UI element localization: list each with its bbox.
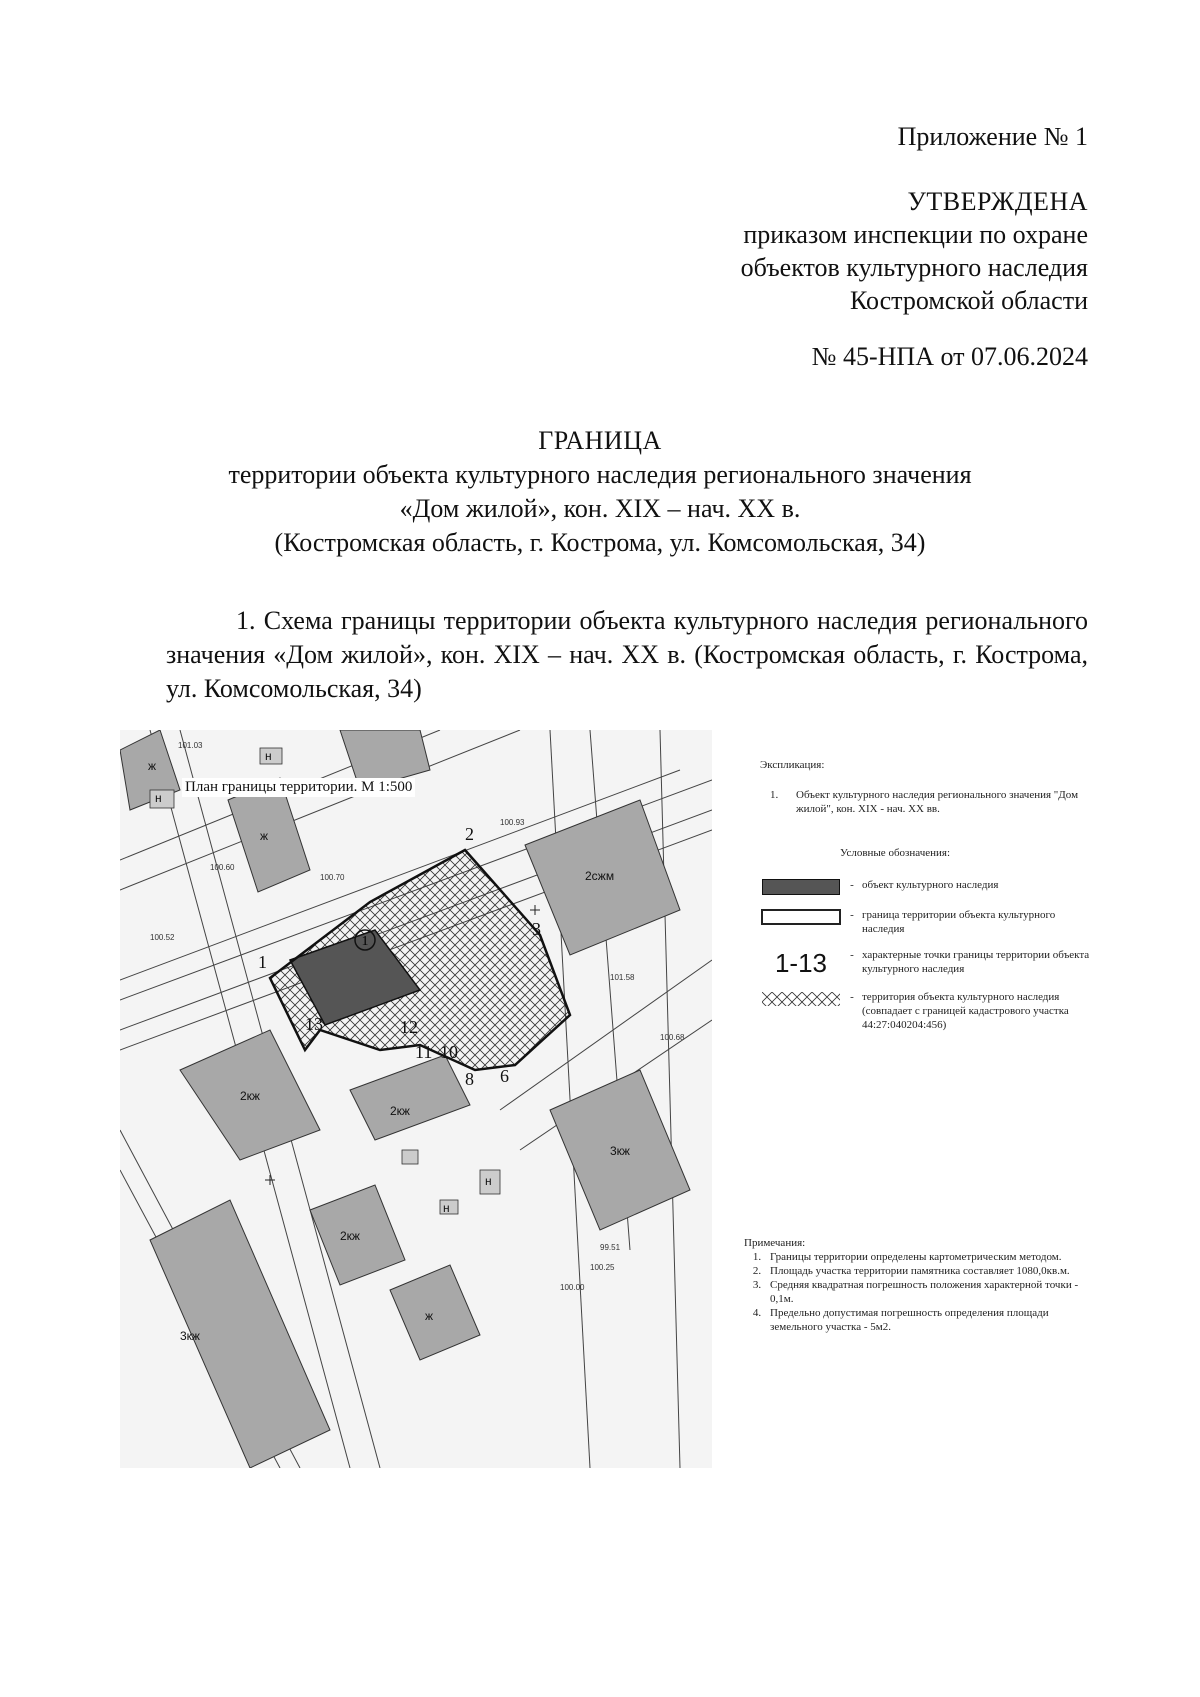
legend-row [760, 990, 1100, 1032]
point-label: 11 [415, 1042, 433, 1062]
building-label: н [265, 749, 272, 763]
point-label: 6 [500, 1066, 509, 1086]
elevation-mark: 100.00 [560, 1283, 585, 1292]
elevation-mark: 100.60 [210, 863, 235, 872]
point-label: 8 [465, 1069, 474, 1089]
point-label: 10 [440, 1042, 458, 1062]
note-num: 3. [752, 1279, 762, 1291]
approval-line: приказом инспекции по охране [743, 220, 1088, 249]
legend-dash: - [850, 949, 854, 961]
legend-text: характерные точки границы территории объекта культурного наследия [862, 949, 1090, 975]
building-label: ж [425, 1309, 434, 1323]
building-label: ж [148, 759, 157, 773]
note-text: Средняя квадратная погрешность положения характерной точки - 0,1м. [770, 1279, 1079, 1305]
title-main: ГРАНИЦА [538, 426, 662, 455]
points-range-label: 1-13 [774, 948, 828, 978]
legend-row [760, 948, 1100, 978]
point-label: 1 [258, 952, 267, 972]
building-label: 3кж [180, 1329, 200, 1343]
note-item [744, 1264, 1094, 1278]
section-heading: 1. Схема границы территории объекта культурного наследия регионального значения «Дом жилой», кон. XIX – нач. XX в. (Костромская область, г. Кострома, ул. Комсомольская, 34) [166, 606, 1088, 703]
hatch-icon [762, 992, 840, 1006]
elevation-mark: 100.70 [320, 873, 345, 882]
elevation-mark: 99.51 [600, 1243, 621, 1252]
point-label: 3 [532, 919, 541, 939]
building-label: 2кж [240, 1089, 260, 1103]
explication-num: 1. [770, 789, 779, 801]
title-line: территории объекта культурного наследия регионального значения [228, 460, 972, 489]
elevation-mark: 100.25 [590, 1263, 615, 1272]
legend-symbol [760, 878, 842, 896]
elevation-mark: 100.93 [500, 818, 525, 827]
point-label: 13 [305, 1014, 323, 1034]
building-label: 3кж [610, 1144, 630, 1158]
legend-text: граница территории объекта культурного наследия [862, 909, 1056, 935]
building-label: 2кж [340, 1229, 360, 1243]
boundary-map [120, 730, 712, 1468]
legend-dash: - [850, 909, 854, 921]
approval-line: Костромской области [849, 286, 1088, 315]
explication-text: Объект культурного наследия регионального значения "Дом жилой", кон. XIX - нач. XX вв. [796, 789, 1079, 815]
elevation-mark: 101.58 [610, 973, 635, 982]
legend [760, 758, 1100, 1044]
elevation-mark: 100.52 [150, 933, 175, 942]
point-label: 2 [465, 824, 474, 844]
explication-header: Экспликация: [760, 759, 825, 771]
title-line: (Костромская область, г. Кострома, ул. Комсомольская, 34) [274, 528, 926, 557]
legend-row [760, 878, 1100, 896]
order-number: № 45-НПА от 07.06.2024 [811, 342, 1088, 371]
note-item [744, 1306, 1094, 1334]
point-label: 12 [400, 1017, 418, 1037]
title-line: «Дом жилой», кон. XIX – нач. XX в. [399, 494, 801, 523]
building-label: н [155, 791, 162, 805]
filled-rect-icon [762, 879, 840, 895]
note-text: Границы территории определены картометрическим методом. [770, 1251, 1062, 1263]
note-item [744, 1278, 1094, 1306]
notes [744, 1236, 1094, 1334]
approved-label: УТВЕРЖДЕНА [907, 187, 1088, 216]
note-text: Предельно допустимая погрешность определения площади земельного участка - 5м2. [770, 1307, 1049, 1333]
map-drawing [120, 730, 712, 1468]
legend-symbol [760, 990, 842, 1008]
legend-text: объект культурного наследия [862, 879, 999, 891]
approval-block [741, 218, 1088, 317]
legend-row [760, 908, 1100, 936]
legend-symbol [760, 908, 842, 926]
outline-rect-icon [761, 909, 841, 925]
building-label: н [443, 1201, 450, 1215]
note-num: 1. [752, 1251, 762, 1263]
legend-dash: - [850, 879, 854, 891]
note-item [744, 1250, 1094, 1264]
note-num: 2. [752, 1265, 762, 1277]
building-label: 2сжм [585, 869, 615, 883]
legend-dash: - [850, 991, 854, 1003]
explication-item [770, 788, 1100, 816]
note-num: 4. [752, 1307, 762, 1319]
legend-text: территория объекта культурного наследия (совпадает с границей кадастрового участка 44:27:040204:456) [862, 991, 1069, 1031]
notes-header: Примечания: [744, 1237, 806, 1249]
building-label: ж [260, 829, 269, 843]
building-label: 2кж [390, 1104, 410, 1118]
note-text: Площадь участка территории памятника составляет 1080,0кв.м. [770, 1265, 1070, 1277]
document-title [140, 424, 1060, 560]
map-title: План границы территории. М 1:500 [182, 778, 415, 797]
elevation-mark: 101.03 [178, 741, 203, 750]
appendix-label: Приложение № 1 [897, 122, 1088, 151]
object-marker-label: 1 [361, 934, 369, 949]
approval-line: объектов культурного наследия [740, 253, 1088, 282]
building-label: н [485, 1174, 492, 1188]
elevation-mark: 100.68 [660, 1033, 685, 1042]
conditions-header: Условные обозначения: [840, 847, 951, 859]
